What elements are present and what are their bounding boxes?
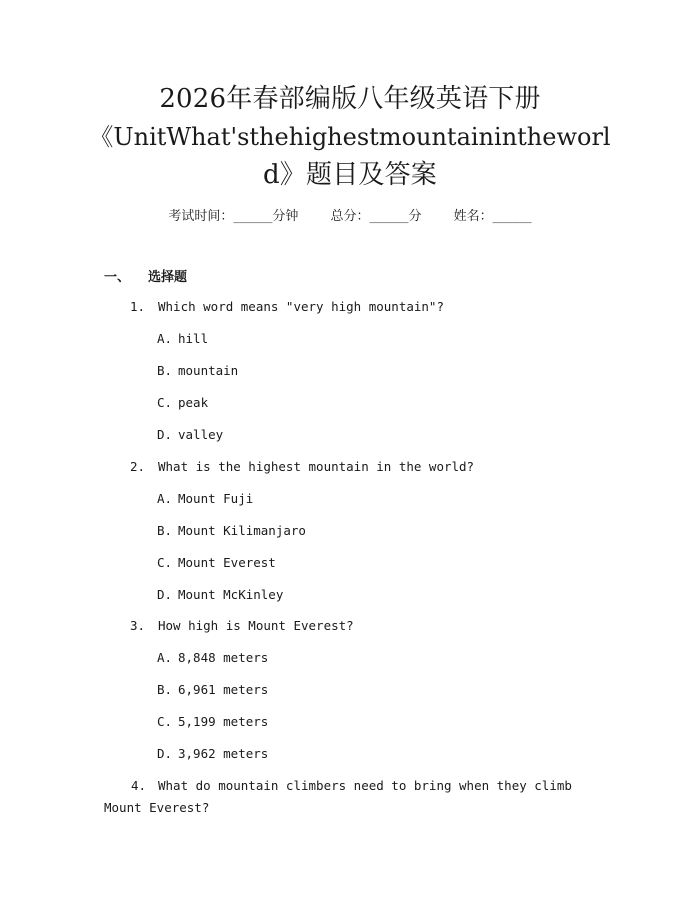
option-letter: C. bbox=[157, 714, 173, 729]
title-line-3: d》题目及答案 bbox=[262, 160, 438, 190]
option-letter: A. bbox=[157, 331, 173, 346]
exam-time: 考试时间：______分钟 bbox=[168, 209, 299, 224]
option-letter: A. bbox=[157, 650, 173, 665]
option-text: valley bbox=[178, 427, 224, 442]
option-text: Mount McKinley bbox=[178, 587, 284, 602]
option-letter: B. bbox=[157, 363, 173, 378]
option-text: 3,962 meters bbox=[178, 746, 269, 761]
exam-total-score: 总分：______分 bbox=[330, 209, 422, 224]
option-text: 5,199 meters bbox=[178, 714, 269, 729]
option-letter: D. bbox=[157, 427, 173, 442]
option-text: Mount Kilimanjaro bbox=[178, 523, 306, 538]
option-letter: C. bbox=[157, 395, 173, 410]
option-letter: B. bbox=[157, 523, 173, 538]
option-2b bbox=[157, 520, 306, 542]
option-text: peak bbox=[178, 395, 209, 410]
question-4 bbox=[104, 775, 594, 819]
question-1 bbox=[130, 296, 444, 318]
option-letter: D. bbox=[157, 746, 173, 761]
option-3c bbox=[157, 711, 268, 733]
question-3 bbox=[130, 615, 354, 637]
option-3d bbox=[157, 743, 268, 765]
question-number: 1. bbox=[130, 299, 146, 314]
question-text: What do mountain climbers need to bring when they climb Mount Everest? bbox=[104, 778, 572, 815]
option-letter: B. bbox=[157, 682, 173, 697]
option-1b bbox=[157, 360, 238, 382]
option-text: hill bbox=[178, 331, 209, 346]
title-line-2: 《UnitWhat'sthehighestmountainintheworl bbox=[89, 123, 611, 151]
question-number: 2. bbox=[130, 459, 146, 474]
question-number: 3. bbox=[130, 618, 146, 633]
question-text: How high is Mount Everest? bbox=[158, 618, 354, 633]
section-number: 一、 bbox=[104, 270, 131, 285]
option-1a bbox=[157, 328, 208, 350]
option-3b bbox=[157, 679, 268, 701]
option-letter: A. bbox=[157, 491, 173, 506]
option-2c bbox=[157, 552, 276, 574]
option-1d bbox=[157, 424, 223, 446]
option-1c bbox=[157, 392, 208, 414]
option-text: Mount Fuji bbox=[178, 491, 254, 506]
document-title bbox=[0, 80, 700, 194]
option-2d bbox=[157, 584, 283, 606]
option-text: 8,848 meters bbox=[178, 650, 269, 665]
question-text: What is the highest mountain in the world? bbox=[158, 459, 475, 474]
question-2 bbox=[130, 456, 474, 478]
title-line-1: 2026年春部编版八年级英语下册 bbox=[159, 84, 541, 114]
option-2a bbox=[157, 488, 253, 510]
student-name: 姓名：______ bbox=[453, 209, 532, 224]
option-3a bbox=[157, 647, 268, 669]
option-text: Mount Everest bbox=[178, 555, 276, 570]
option-text: 6,961 meters bbox=[178, 682, 269, 697]
option-text: mountain bbox=[178, 363, 239, 378]
question-text: Which word means "very high mountain"? bbox=[158, 299, 444, 314]
option-letter: C. bbox=[157, 555, 173, 570]
question-number: 4. bbox=[131, 778, 147, 793]
section-heading bbox=[104, 266, 187, 285]
exam-meta bbox=[0, 205, 700, 224]
section-title: 选择题 bbox=[148, 270, 188, 285]
option-letter: D. bbox=[157, 587, 173, 602]
